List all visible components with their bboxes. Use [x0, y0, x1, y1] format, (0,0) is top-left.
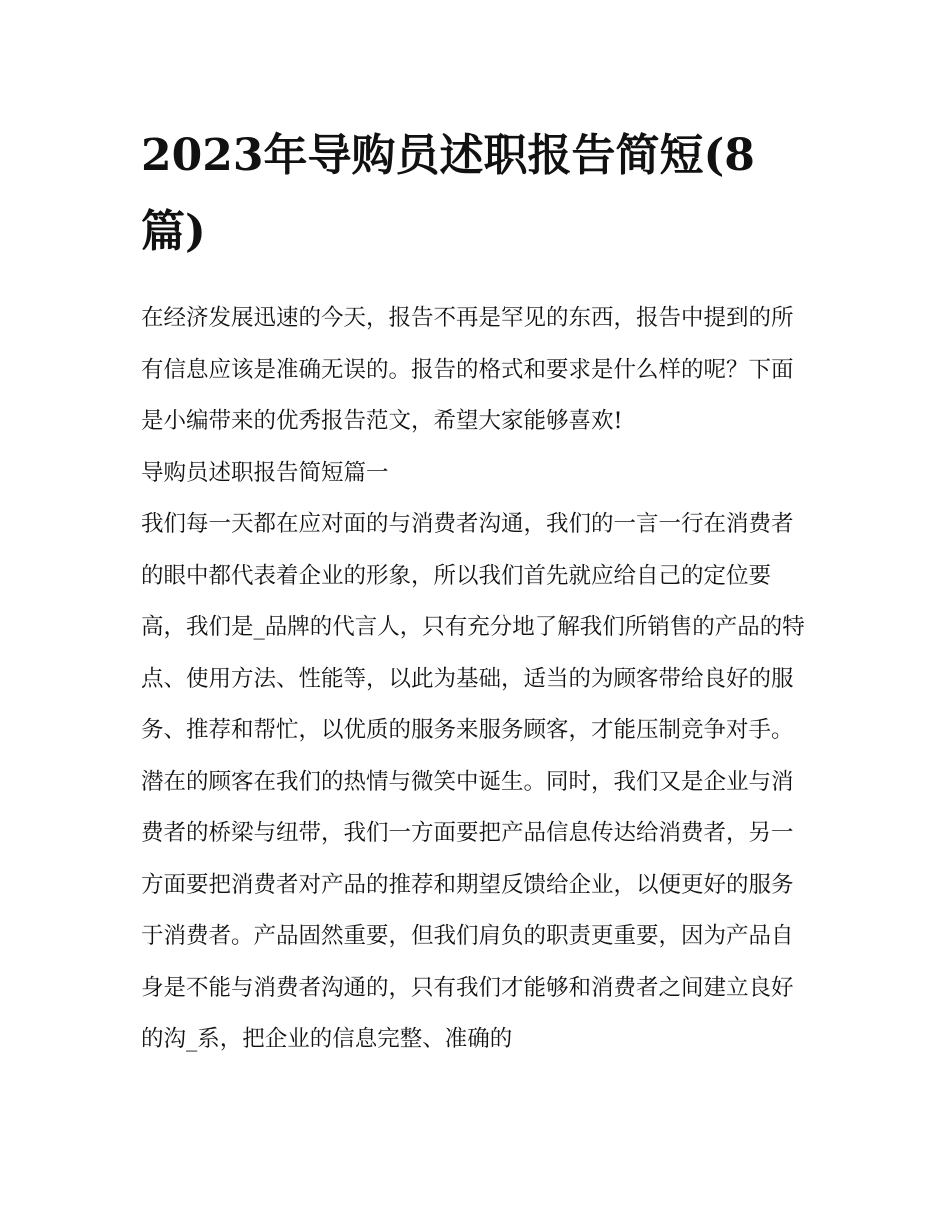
section-heading: 导购员述职报告简短篇一 — [141, 459, 389, 486]
document-title: 2023年导购员述职报告简短(8篇) — [141, 130, 755, 257]
intro-paragraph: 在经济发展迅速的今天，报告不再是罕见的东西，报告中提到的所有信息应该是准确无误的。报告的格式和要求是什么样的呢？下面是小编带来的优秀报告范文，希望大家能够喜欢! — [141, 305, 794, 434]
body-paragraph-2: 潜在的顾客在我们的热情与微笑中诞生。同时，我们又是企业与消费者的桥梁与纽带，我们一方面要把产品信息传达给消费者，另一方面要把消费者对产品的推荐和期望反馈给企业，以便更好的服务于消费者。产品固然重要，但我们肩负的职责更重要，因为产品自身是不能与消费者沟通的，只有我们才能够和消费者之间建立良好的沟_系，把企业的信息完整、准确的 — [141, 768, 794, 1052]
document-page — [141, 118, 813, 1066]
body-paragraph-1: 我们每一天都在应对面的与消费者沟通，我们的一言一行在消费者的眼中都代表着企业的形象，所以我们首先就应给自己的定位要高，我们是_品牌的代言人，只有充分地了解我们所销售的产品的特点、使用方法、性能等，以此为基础，适当的为顾客带给良好的服务、推荐和帮忙，以优质的服务来服务顾客，才能压制竞争对手。 — [141, 511, 805, 743]
